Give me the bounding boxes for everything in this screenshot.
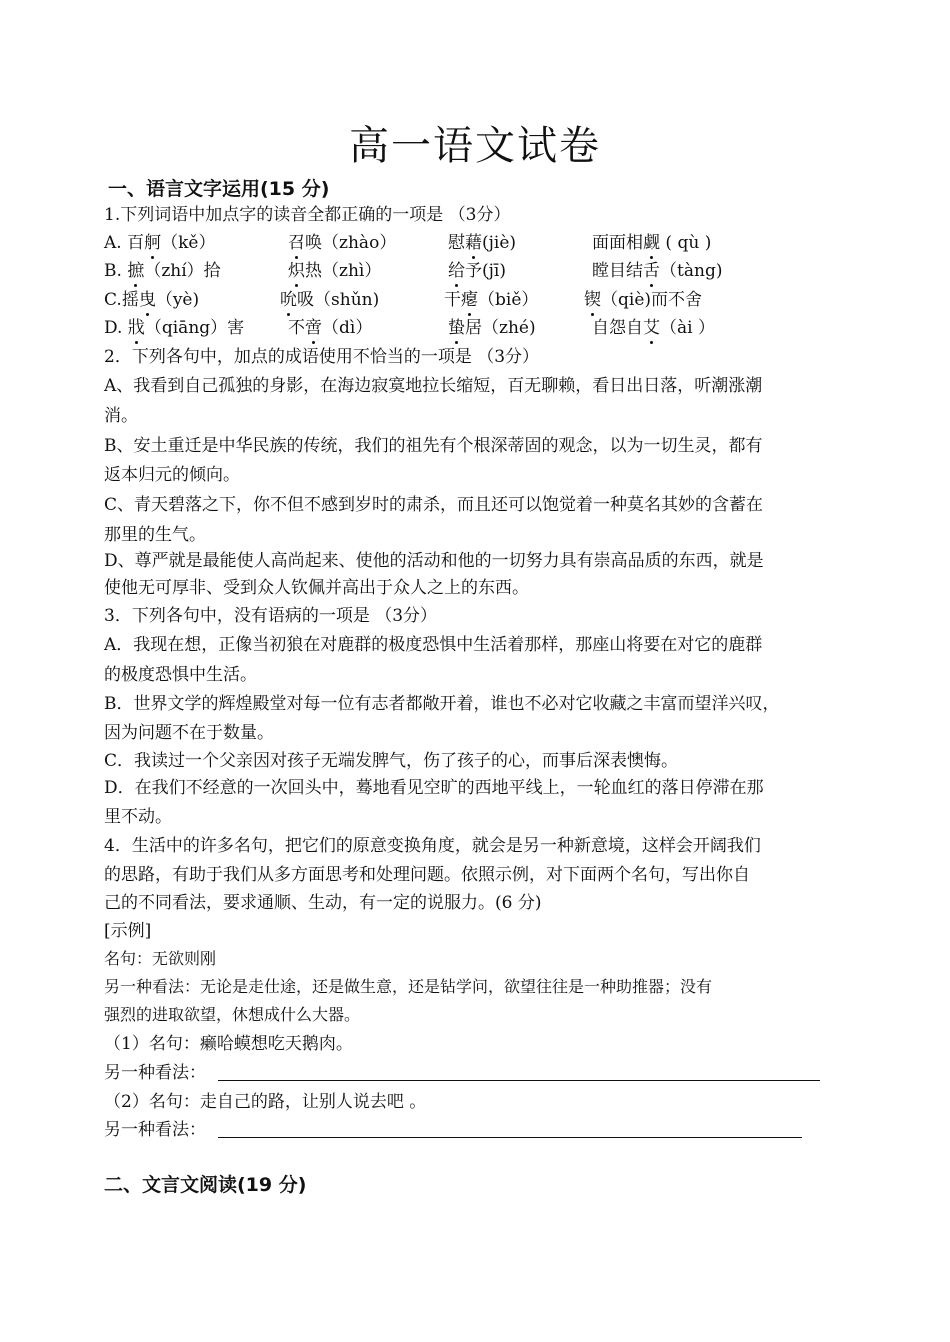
question-3-stem: 3．下列各句中，没有语病的一项是 （3分） <box>104 606 438 626</box>
section-heading-2: 二、文言文阅读(19 分) <box>104 1174 307 1196</box>
option-a-term-1: A. 百舸（kě） <box>104 233 216 253</box>
option-d-term-2: 不啻（dì） <box>288 318 373 338</box>
option-d-term-4: 自怨自艾（ài ） <box>592 318 715 338</box>
answer-label-1: 另一种看法： <box>104 1063 206 1083</box>
question-3-option-d-line-1: D．在我们不经意的一次回头中，蓦地看见空旷的西地平线上，一轮血红的落日停滞在那 <box>104 778 764 798</box>
example-label: [示例] <box>104 921 152 941</box>
option-a-term-2: 召唤（zhào） <box>288 233 397 253</box>
option-a-term-3: 慰藉(jiè) <box>448 233 517 253</box>
option-c-term-2: 吮吸（shǔn) <box>280 290 380 310</box>
question-4-item-1: （1）名句：癞哈蟆想吃天鹅肉。 <box>104 1034 353 1054</box>
question-2-option-c-line-2: 那里的生气。 <box>104 525 206 545</box>
example-view-line-1: 另一种看法：无论是走仕途，还是做生意，还是钻学问，欲望往往是一种助推器；没有 <box>104 977 713 996</box>
option-b-term-1: B. 摭（zhí）拾 <box>104 261 221 281</box>
option-a-term-4: 面面相觑 ( qù ) <box>592 233 712 253</box>
question-3-option-c: C．我读过一个父亲因对孩子无端发脾气，伤了孩子的心，而事后深表懊悔。 <box>104 751 679 771</box>
question-3-option-d-line-2: 里不动。 <box>104 807 172 827</box>
question-2-option-b-line-2: 返本归元的倾向。 <box>104 465 240 485</box>
question-1-stem: 1.下列词语中加点字的读音全都正确的一项是 （3分） <box>104 205 511 225</box>
option-d-term-1: D. 戕（qiāng）害 <box>104 318 245 338</box>
option-b-term-4: 瞠目结舌（tàng) <box>592 261 723 281</box>
option-c-term-1: C.摇曳（yè) <box>104 290 200 310</box>
page-title: 高一语文试卷 <box>349 123 601 169</box>
option-c-term-3: 干瘪（biě） <box>444 290 539 310</box>
question-3-option-b-line-2: 因为问题不在于数量。 <box>104 723 274 743</box>
question-2-option-a-line-1: A、我看到自己孤独的身影，在海边寂寞地拉长缩短，百无聊赖，看日出日落，听潮涨潮 <box>104 376 763 396</box>
answer-label-2: 另一种看法： <box>104 1120 206 1140</box>
question-3-option-b-line-1: B．世界文学的辉煌殿堂对每一位有志者都敞开着，谁也不必对它收藏之丰富而望洋兴叹， <box>104 694 780 714</box>
question-4-stem-line-3: 己的不同看法，要求通顺、生动，有一定的说服力。(6 分) <box>104 893 542 913</box>
question-4-item-2: （2）名句：走自己的路，让别人说去吧 。 <box>104 1092 427 1112</box>
question-2-option-d-line-2: 使他无可厚非、受到众人钦佩并高出于众人之上的东西。 <box>104 578 529 598</box>
option-b-term-3: 给予(jī) <box>448 261 506 281</box>
question-2-option-d-line-1: D、尊严就是最能使人高尚起来、使他的活动和他的一切努力具有崇高品质的东西，就是 <box>104 551 764 571</box>
option-b-term-2: 炽热（zhì） <box>288 261 382 281</box>
question-4-stem-line-1: 4．生活中的许多名句，把它们的原意变换角度，就会是另一种新意境，这样会开阔我们 <box>104 836 761 856</box>
question-2-option-c-line-1: C、青天碧落之下，你不但不感到岁时的肃杀，而且还可以饱觉着一种莫名其妙的含蓄在 <box>104 495 764 515</box>
answer-blank-1[interactable] <box>218 1080 820 1081</box>
question-2-stem: 2．下列各句中，加点的成语使用不恰当的一项是 （3分） <box>104 347 540 367</box>
question-3-option-a-line-1: A．我现在想，正像当初狼在对鹿群的极度恐惧中生活着那样，那座山将要在对它的鹿群 <box>104 635 763 655</box>
question-3-option-a-line-2: 的极度恐惧中生活。 <box>104 665 257 685</box>
section-heading-1: 一、语言文字运用(15 分) <box>108 178 330 200</box>
example-quote: 名句：无欲则刚 <box>104 949 217 968</box>
option-c-term-4: 锲（qiè)而不舍 <box>584 290 703 310</box>
question-4-stem-line-2: 的思路，有助于我们从多方面思考和处理问题。依照示例，对下面两个名句，写出你自 <box>104 865 750 885</box>
option-d-term-3: 蛰居（zhé) <box>448 318 536 338</box>
question-2-option-b-line-1: B、安土重迁是中华民族的传统，我们的祖先有个根深蒂固的观念，以为一切生灵，都有 <box>104 436 763 456</box>
question-2-option-a-line-2: 消。 <box>104 406 138 426</box>
answer-blank-2[interactable] <box>218 1137 802 1138</box>
example-view-line-2: 强烈的进取欲望，休想成什么大器。 <box>104 1005 361 1024</box>
